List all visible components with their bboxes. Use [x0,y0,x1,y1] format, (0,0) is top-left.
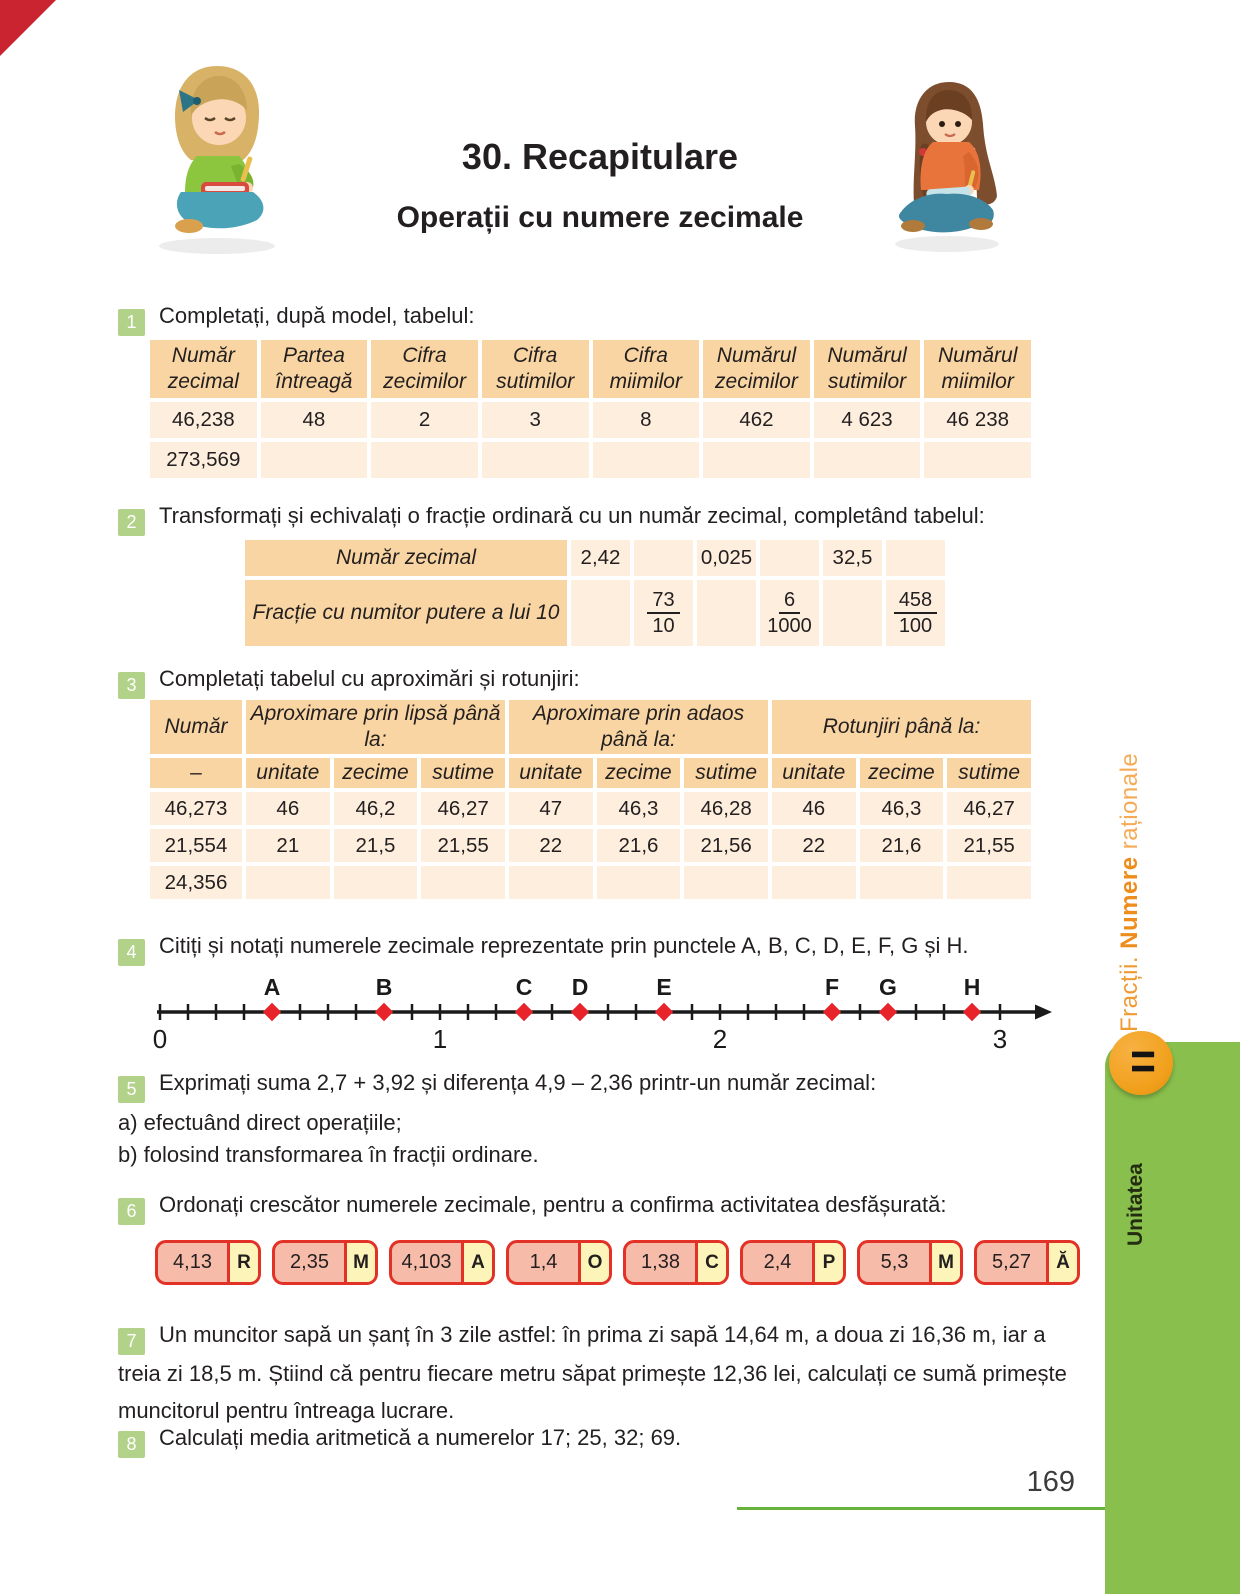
table-cell [421,866,505,899]
table-cell [684,866,768,899]
table-cell: 46 238 [924,402,1031,438]
tile-letter: O [578,1243,609,1282]
exercise-number-badge: 7 [118,1328,145,1355]
table-cell: 0,025 [697,540,756,576]
table-header-cell: Număr zecimal [245,540,567,576]
chapter-label: Fracții. Numere raționale [1116,752,1143,1032]
table-header-cell: Numărul miimilor [924,340,1031,398]
table-subheader-cell: – [150,758,242,788]
table-cell [886,540,945,576]
svg-text:D: D [571,974,589,1000]
exercise-8-header [118,1425,681,1458]
lesson-subtitle: Operații cu numere zecimale [396,201,804,234]
tile-number: 1,38 [641,1251,680,1273]
table-cell: 46,3 [597,792,681,825]
table-cell: 2 [371,402,478,438]
unit-numeral: II [1123,1048,1159,1078]
place-value-table [150,340,1031,478]
table-header-cell: Numărul sutimilor [814,340,921,398]
answer-tile [857,1240,963,1285]
tile-letter: C [695,1243,726,1282]
table-cell: 32,5 [823,540,882,576]
table-cell [334,866,418,899]
table-cell: 2,42 [571,540,630,576]
table-cell: 21,6 [860,829,944,862]
rounding-table [150,700,1031,899]
table-cell: 462 [703,402,810,438]
exercise-prompt: Citiți și notați numerele zecimale reprezentate prin punctele A, B, C, D, E, F, G și H. [159,933,969,958]
svg-text:E: E [656,974,672,1000]
answer-tile [506,1240,612,1285]
tile-letter: P [812,1243,843,1282]
fraction-numerator: 458 [894,589,937,614]
exercise-number-badge: 6 [118,1198,145,1225]
table-cell [593,442,700,478]
table-cell [703,442,810,478]
exercise-number-badge: 1 [118,309,145,336]
exercise-number-badge: 8 [118,1431,145,1458]
table-subheader-cell: unitate [246,758,330,788]
table-header-cell: Număr [150,700,242,754]
exercise-6-header [118,1192,947,1225]
answer-tile [155,1240,261,1285]
table-header-cell: Cifra miimilor [593,340,700,398]
table-cell: 21,5 [334,829,418,862]
answer-tile [272,1240,378,1285]
table-cell [597,866,681,899]
tile-number: 5,27 [992,1251,1031,1273]
svg-text:F: F [824,974,840,1000]
exercise-prompt: Ordonați crescător numerele zecimale, pentru a confirma activitatea desfășurată: [159,1192,947,1217]
tile-number: 2,4 [763,1251,792,1273]
exercise-prompt: Completați, după model, tabelul: [159,303,475,328]
table-cell: 21,6 [597,829,681,862]
table-cell [947,866,1031,899]
table-header-cell: Partea întreagă [261,340,368,398]
tile-number: 2,35 [290,1251,329,1273]
table-cell: 46,3 [860,792,944,825]
footer-rule [737,1507,1105,1510]
table-cell: 3 [482,402,589,438]
unit-word: Unitatea [1124,1163,1147,1246]
table-cell [860,866,944,899]
answer-tile [623,1240,729,1285]
exercise-5-item-a: a) efectuând direct operațiile; [118,1110,402,1135]
number-line [128,960,1068,1055]
table-cell: 46 [772,792,856,825]
table-header-cell: Cifra sutimilor [482,340,589,398]
exercise-5-item-b: b) folosind transformarea în fracții ordinare. [118,1142,539,1167]
exercise-prompt: Transformați și echivalați o fracție ordinară cu un număr zecimal, completând tabelul: [159,503,985,528]
fraction-numerator: 6 [779,589,800,614]
table-group-header: Rotunjiri până la: [772,700,1031,754]
exercise-prompt: Un muncitor sapă un șanț în 3 zile astfel: în prima zi sapă 14,64 m, a doua zi 16,36 m, iar a treia zi 18,5 m. Știind că pentru fiecare metru săpat primește 12,36 lei, calculați ce sumă primește muncitorul pentru întreaga lucrare. [118,1322,1067,1423]
table-cell [697,580,756,646]
table-cell-fraction [760,580,819,646]
tile-number: 5,3 [880,1251,909,1273]
table-header-cell: Număr zecimal [150,340,257,398]
exercise-3-header [118,666,580,699]
svg-text:C: C [515,974,533,1000]
table-subheader-cell: sutime [684,758,768,788]
table-cell: 46,238 [150,402,257,438]
table-cell: 21 [246,829,330,862]
table-cell [261,442,368,478]
svg-text:0: 0 [152,1024,168,1054]
table-cell [482,442,589,478]
table-cell: 46,27 [947,792,1031,825]
tile-number: 4,13 [173,1251,212,1273]
svg-text:1: 1 [432,1024,448,1054]
table-cell [246,866,330,899]
exercise-prompt: Calculați media aritmetică a numerelor 17; 25, 32; 69. [159,1425,682,1450]
table-cell: 24,356 [150,866,242,899]
exercise-5-header [118,1070,876,1103]
table-cell [760,540,819,576]
table-cell: 47 [509,792,593,825]
exercise-prompt: Completați tabelul cu aproximări și rotunjiri: [159,666,580,691]
tile-letter: A [461,1243,492,1282]
table-subheader-cell: zecime [597,758,681,788]
table-cell [924,442,1031,478]
svg-text:3: 3 [992,1024,1008,1054]
exercise-number-badge: 3 [118,672,145,699]
tile-letter: Ă [1046,1243,1077,1282]
table-cell [823,580,882,646]
page-number: 169 [1026,1466,1075,1498]
girl-writing-illustration [885,78,1010,253]
table-cell: 48 [261,402,368,438]
table-header-cell: Fracție cu numitor putere a lui 10 [245,580,567,646]
table-cell [571,580,630,646]
exercise-number-badge: 4 [118,939,145,966]
fraction-denominator: 10 [652,615,675,637]
table-cell-fraction [886,580,945,646]
svg-text:A: A [263,974,281,1000]
exercise-7-paragraph [118,1316,1093,1429]
tile-letter: M [929,1243,960,1282]
tile-number: 1,4 [529,1251,558,1273]
table-cell [814,442,921,478]
table-cell: 21,55 [947,829,1031,862]
table-cell: 46,28 [684,792,768,825]
unit-numeral-badge [1109,1031,1173,1095]
fraction-numerator: 73 [647,589,679,614]
table-subheader-cell: zecime [860,758,944,788]
table-cell: 4 623 [814,402,921,438]
table-group-header: Aproximare prin adaos până la: [509,700,768,754]
table-cell: 21,56 [684,829,768,862]
table-cell: 22 [509,829,593,862]
exercise-1-header [118,303,475,336]
table-cell: 46,27 [421,792,505,825]
exercise-number-badge: 5 [118,1076,145,1103]
table-header-cell: Numărul zecimilor [703,340,810,398]
table-cell: 273,569 [150,442,257,478]
page-corner-decoration [0,0,56,56]
answer-tile [740,1240,846,1285]
svg-text:2: 2 [712,1024,728,1054]
table-header-cell: Cifra zecimilor [371,340,478,398]
fraction-denominator: 100 [898,615,933,637]
svg-text:H: H [963,974,981,1000]
table-cell-fraction [634,580,693,646]
exercise-number-badge: 2 [118,509,145,536]
table-cell: 8 [593,402,700,438]
lesson-title: 30. Recapitulare [461,136,739,177]
tile-number: 4,103 [401,1251,452,1273]
table-cell: 21,55 [421,829,505,862]
table-cell: 22 [772,829,856,862]
table-cell [634,540,693,576]
table-cell: 46,2 [334,792,418,825]
table-cell: 46 [246,792,330,825]
table-subheader-cell: sutime [947,758,1031,788]
svg-text:B: B [375,974,393,1000]
table-cell [371,442,478,478]
fraction-conversion-table [245,540,945,646]
table-subheader-cell: unitate [509,758,593,788]
table-cell: 46,273 [150,792,242,825]
answer-tile [389,1240,495,1285]
table-subheader-cell: unitate [772,758,856,788]
tile-letter: R [227,1243,258,1282]
table-subheader-cell: sutime [421,758,505,788]
table-cell: 21,554 [150,829,242,862]
exercise-prompt: Exprimați suma 2,7 + 3,92 și diferența 4,9 – 2,36 printr-un număr zecimal: [159,1070,877,1095]
table-group-header: Aproximare prin lipsă până la: [246,700,505,754]
table-cell [772,866,856,899]
svg-text:G: G [879,974,897,1000]
table-subheader-cell: zecime [334,758,418,788]
answer-tile [974,1240,1080,1285]
fraction-denominator: 1000 [767,615,812,637]
ordering-tiles [155,1240,1080,1285]
table-cell [509,866,593,899]
tile-letter: M [344,1243,375,1282]
exercise-2-header [118,503,985,536]
